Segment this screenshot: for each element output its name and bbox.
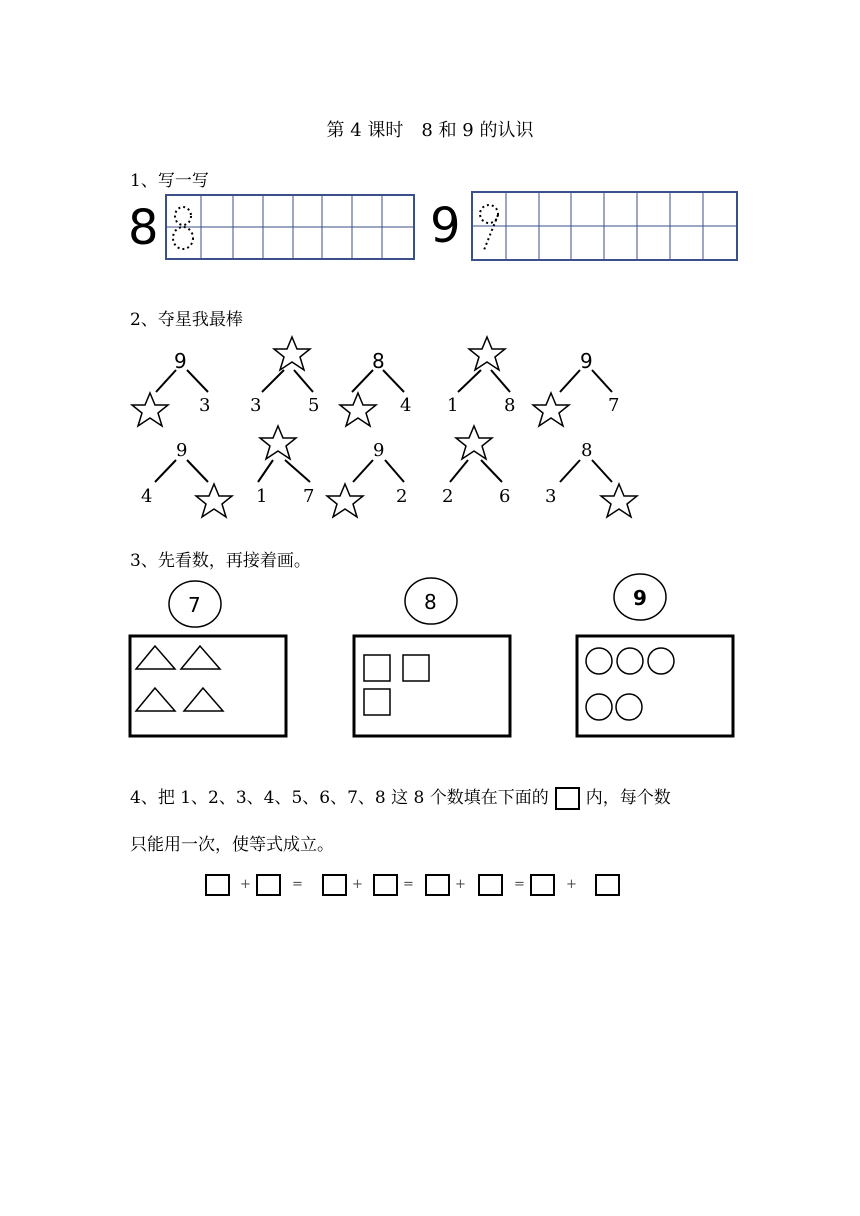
dotted-8-trace (173, 207, 193, 249)
tree-2-left: 3 (250, 395, 262, 416)
tree-10-left: 3 (545, 486, 557, 507)
star-icon (456, 426, 492, 459)
target-number-9: 9 (633, 586, 647, 610)
op-equals: = (514, 877, 525, 892)
answer-box-5[interactable] (425, 874, 450, 896)
tree-7-right: 7 (303, 486, 315, 507)
tree-7-left: 1 (256, 486, 268, 507)
star-icon (260, 426, 296, 459)
circle-icon (616, 694, 642, 720)
tree-4-right: 8 (504, 395, 516, 416)
star-icon (601, 484, 637, 517)
star-icon (469, 337, 505, 370)
writing-grid-8[interactable] (166, 195, 414, 259)
tree-2-right: 5 (308, 395, 320, 416)
q4-instruction-before: 4、把 1、2、3、4、5、6、7、8 这 8 个数填在下面的 (130, 788, 549, 808)
triangle-icon (184, 688, 223, 711)
op-plus: + (240, 877, 251, 892)
tree-8-top: 9 (373, 440, 385, 461)
q4-instruction-after: 内，每个数 (585, 788, 671, 808)
answer-box-7[interactable] (530, 874, 555, 896)
op-plus: + (352, 877, 363, 892)
q4-line-1 (130, 783, 671, 810)
inline-answer-box (555, 787, 580, 810)
tree-6-left: 4 (141, 486, 153, 507)
answer-box-8[interactable] (595, 874, 620, 896)
drawing-box-9 (577, 636, 733, 736)
tree-5-top: 9 (580, 349, 593, 373)
tree-branches (155, 370, 612, 482)
tree-1-top: 9 (174, 349, 187, 373)
op-equals: = (292, 877, 303, 892)
star-icon (533, 393, 569, 426)
answer-box-4[interactable] (373, 874, 398, 896)
star-icon (196, 484, 232, 517)
tree-3-top: 8 (372, 349, 385, 373)
answer-box-2[interactable] (256, 874, 281, 896)
tree-6-top: 9 (176, 440, 188, 461)
tree-1-right: 3 (199, 395, 211, 416)
q1-heading: 1、写一写 (130, 171, 209, 191)
q3-heading: 3、先看数，再接着画。 (130, 551, 311, 571)
star-icon (132, 393, 168, 426)
page-title: 第 4 课时 8 和 9 的认识 (326, 120, 534, 141)
target-number-8: 8 (424, 590, 437, 614)
drawing-box-7 (130, 636, 286, 736)
target-number-7: 7 (188, 593, 201, 617)
tree-4-left: 1 (447, 395, 459, 416)
q1-digit-8: 8 (128, 200, 159, 256)
square-icon (364, 655, 390, 681)
circle-icon (648, 648, 674, 674)
square-icon (403, 655, 429, 681)
dotted-9-trace (480, 205, 498, 250)
answer-box-1[interactable] (205, 874, 230, 896)
writing-grid-9[interactable] (472, 192, 737, 260)
tree-8-right: 2 (396, 486, 408, 507)
triangle-icon (136, 646, 175, 669)
circle-icon (617, 648, 643, 674)
answer-box-6[interactable] (478, 874, 503, 896)
tree-9-left: 2 (442, 486, 454, 507)
triangle-icon (136, 688, 175, 711)
star-icon (340, 393, 376, 426)
circle-icon (586, 694, 612, 720)
q2-heading: 2、夺星我最棒 (130, 310, 243, 330)
tree-9-right: 6 (499, 486, 511, 507)
star-icon (274, 337, 310, 370)
q4-line-2: 只能用一次，使等式成立。 (130, 835, 334, 855)
tree-5-right: 7 (608, 395, 620, 416)
drawing-box-8 (354, 636, 510, 736)
triangle-icon (181, 646, 220, 669)
op-plus: + (455, 877, 466, 892)
tree-10-top: 8 (581, 440, 593, 461)
op-equals: = (403, 877, 414, 892)
square-icon (364, 689, 390, 715)
q1-digit-9: 9 (430, 198, 461, 254)
tree-3-right: 4 (400, 395, 412, 416)
star-icon (327, 484, 363, 517)
circle-icon (586, 648, 612, 674)
answer-box-3[interactable] (322, 874, 347, 896)
op-plus: + (566, 877, 577, 892)
